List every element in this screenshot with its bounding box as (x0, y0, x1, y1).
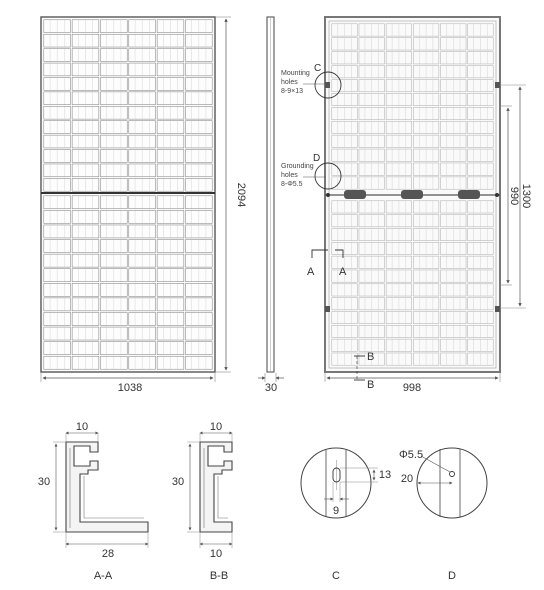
svg-text:holes: holes (281, 172, 298, 179)
svg-text:Grounding: Grounding (281, 163, 314, 170)
detail-d-tag: D (313, 153, 321, 164)
svg-text:A: A (307, 266, 315, 278)
junction-box-center (401, 190, 423, 199)
front-width-dimension (41, 373, 215, 394)
detail-c (301, 448, 391, 582)
detail-c-caption: C (332, 570, 340, 582)
detail-bb-height-dim: 30 (171, 476, 185, 488)
svg-text:B: B (367, 351, 375, 363)
front-width-label: 1038 (117, 382, 143, 394)
detail-bb-top-dim: 10 (209, 421, 223, 433)
svg-text:A: A (339, 266, 347, 278)
detail-bb-bottom-dim: 10 (209, 548, 223, 560)
mount-span-label: 1300 (520, 183, 532, 209)
back-view (313, 17, 500, 372)
detail-bb (172, 421, 232, 582)
svg-text:8-Φ5.5: 8-Φ5.5 (281, 181, 303, 188)
detail-aa-top-dim: 10 (75, 421, 89, 433)
detail-aa-bottom-dim: 28 (101, 548, 115, 560)
detail-aa-caption: A-A (93, 570, 113, 582)
detail-aa (38, 421, 148, 582)
junction-box-right (458, 190, 480, 199)
grounding-hole (450, 472, 455, 477)
detail-c-slot-dim: 13 (378, 469, 392, 481)
svg-text:holes: holes (281, 79, 298, 86)
detail-d-offset-dim: 20 (400, 473, 414, 485)
detail-aa-height-dim: 30 (37, 476, 51, 488)
side-thickness-label: 30 (264, 382, 278, 394)
front-frame (41, 17, 215, 372)
junction-box-left (344, 190, 366, 199)
svg-text:Mounting: Mounting (281, 70, 310, 77)
svg-text:B: B (367, 379, 375, 391)
front-view (41, 17, 215, 372)
back-width-dimension (325, 373, 500, 394)
front-height-dimension (216, 17, 247, 372)
detail-d-caption: D (448, 570, 456, 582)
back-width-label: 998 (402, 382, 422, 394)
detail-d (399, 448, 487, 582)
detail-bb-caption: B-B (209, 570, 229, 582)
detail-c-width-dim: 9 (332, 505, 340, 517)
svg-text:8-9×13: 8-9×13 (281, 88, 303, 95)
front-height-label: 2094 (235, 182, 247, 208)
detail-c-tag: C (314, 63, 322, 74)
detail-d-diameter-dim: Φ5.5 (399, 449, 424, 461)
inner-span-label: 990 (508, 186, 520, 206)
inner-span-dimension (500, 106, 520, 285)
